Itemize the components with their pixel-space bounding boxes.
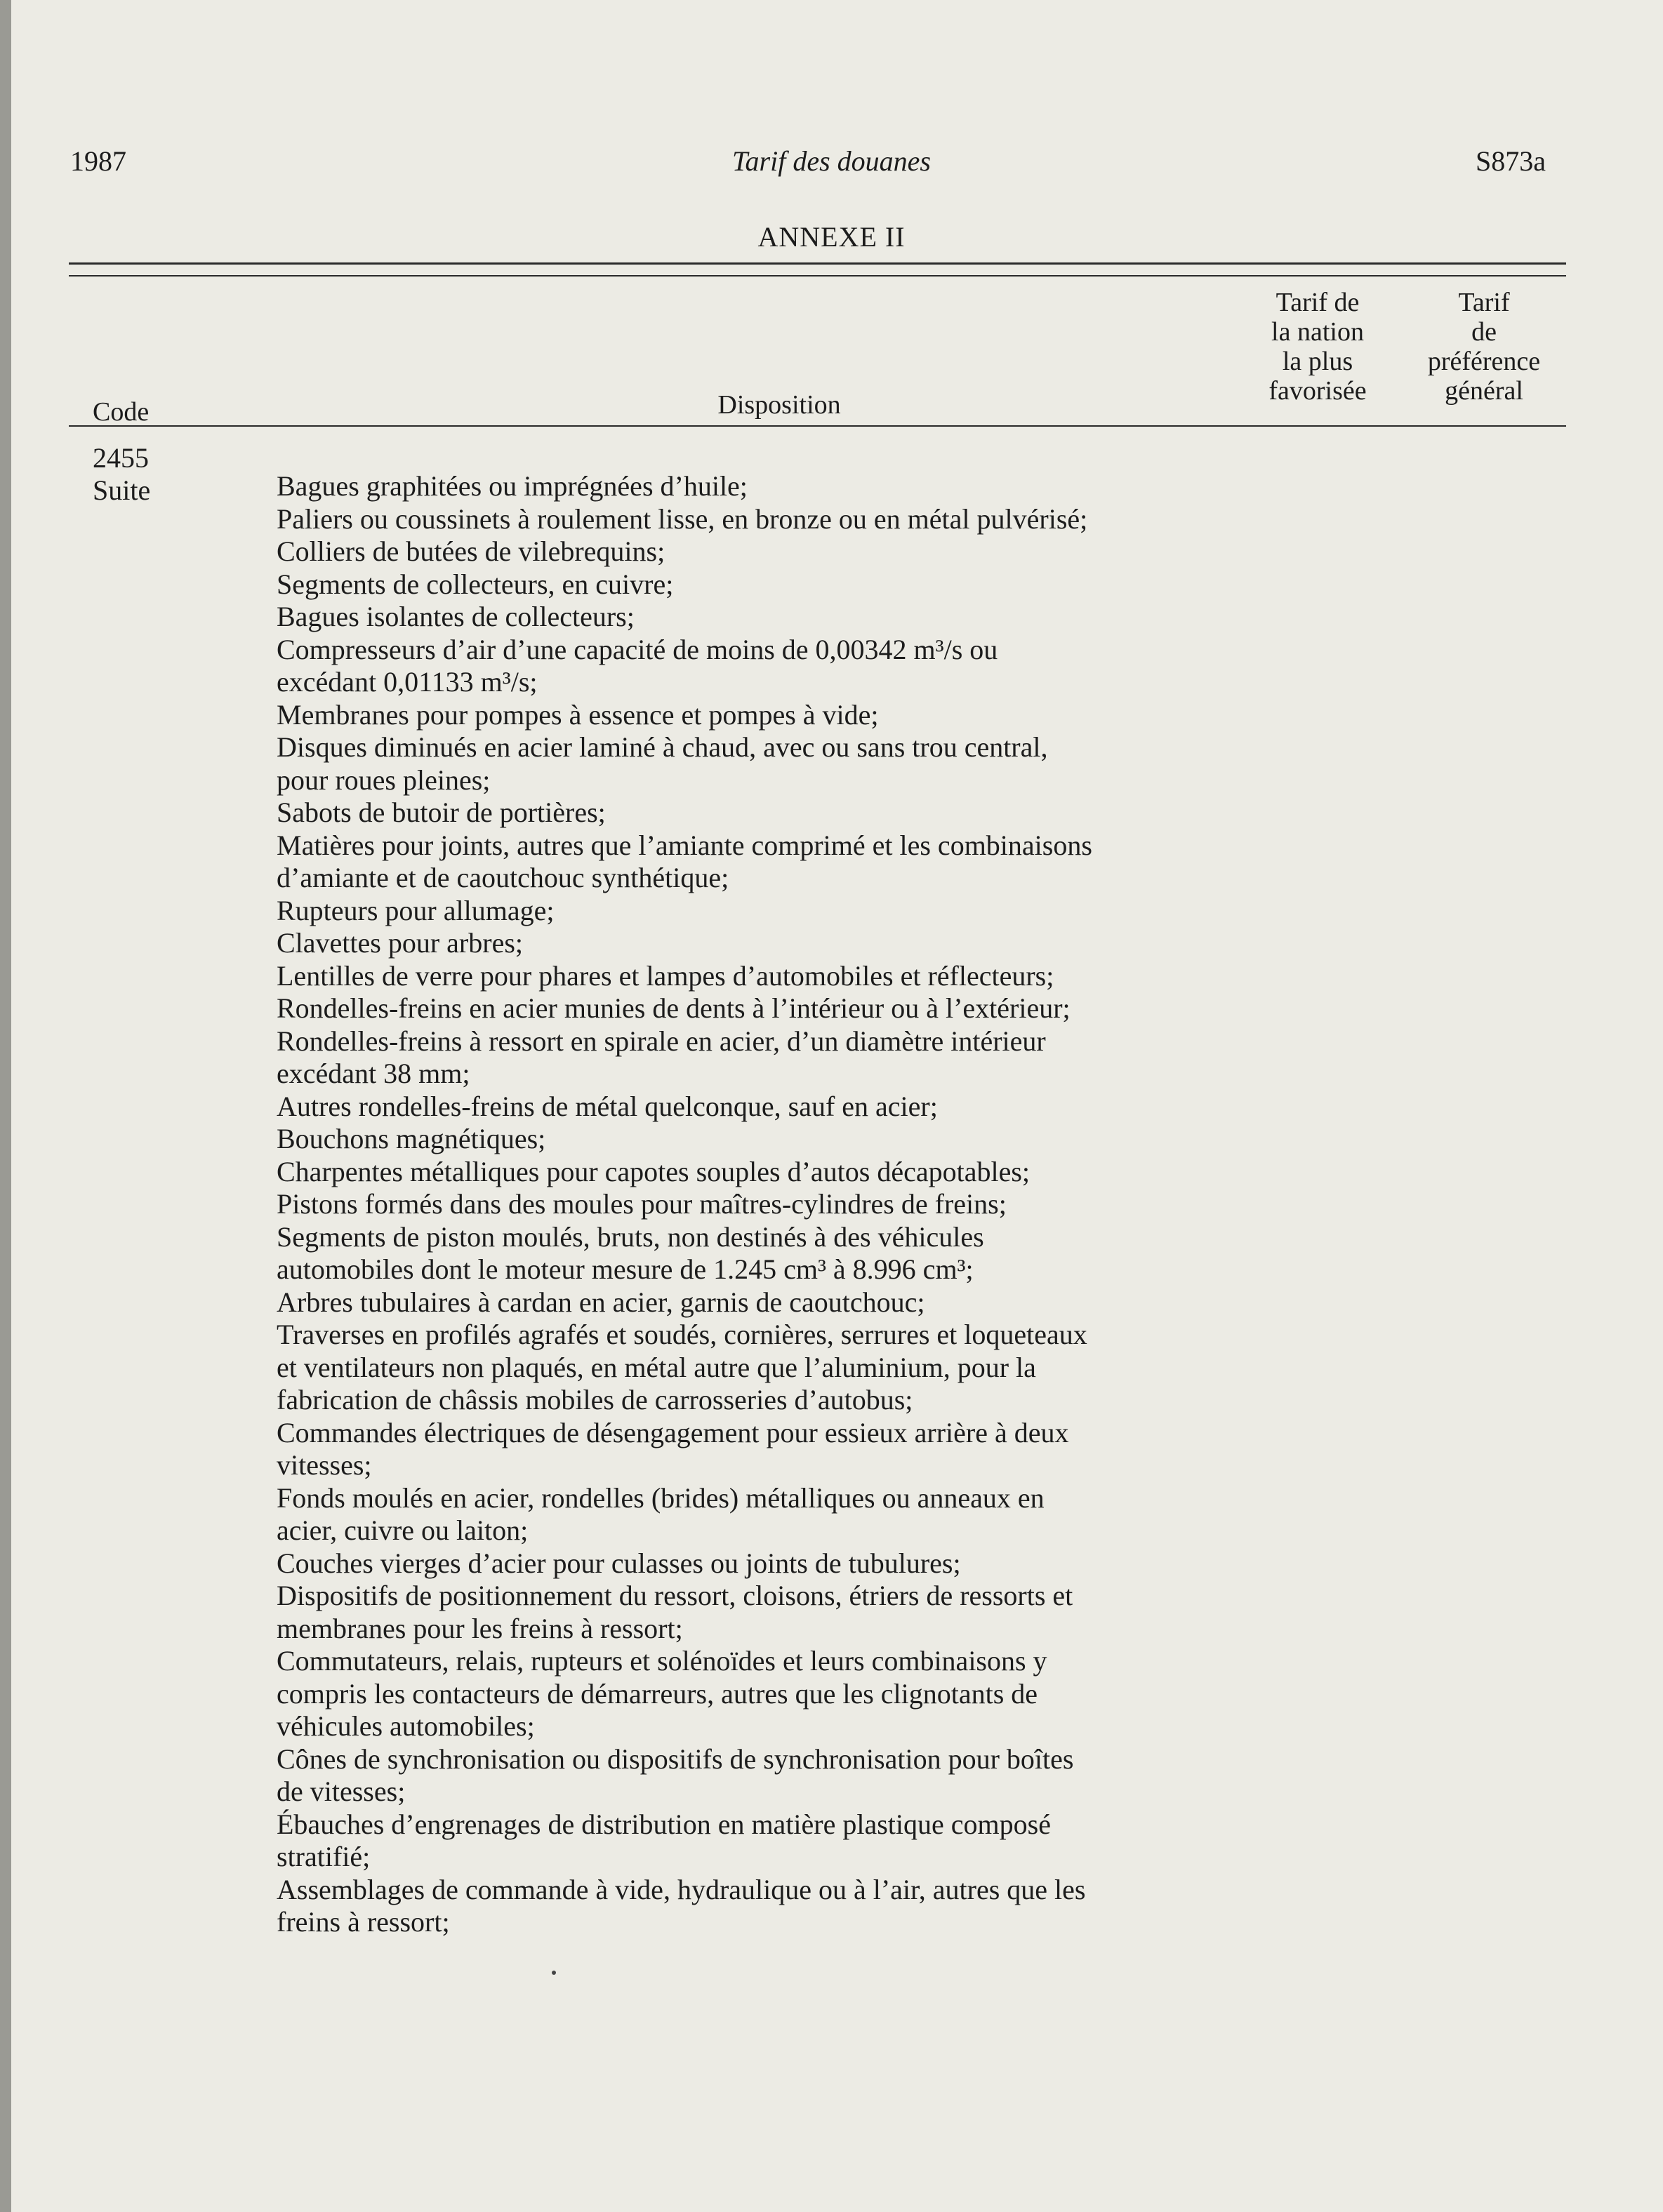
- disposition-item-line: Pistons formés dans des moules pour maîtres-cylindres de freins;: [277, 1188, 1007, 1220]
- tariff-code-cell: [93, 442, 150, 507]
- disposition-item-line: compris les contacteurs de démarreurs, autres que les clignotants de: [277, 1677, 1038, 1710]
- disposition-item: [277, 797, 1512, 830]
- disposition-item-line: d’amiante et de caoutchouc synthétique;: [277, 862, 729, 893]
- disposition-item-line: Bagues isolantes de collecteurs;: [277, 601, 635, 632]
- disposition-item-line: Charpentes métalliques pour capotes souples d’autos décapotables;: [277, 1155, 1031, 1187]
- disposition-item-line: Assemblages de commande à vide, hydraulique ou à l’air, autres que les: [277, 1873, 1086, 1905]
- disposition-item-line: Bouchons magnétiques;: [277, 1123, 546, 1154]
- disposition-item-line: Segments de collecteurs, en cuivre;: [277, 568, 674, 600]
- disposition-item-line: Bagues graphitées ou imprégnées d’huile;: [277, 470, 748, 502]
- disposition-item-line: Couches vierges d’acier pour culasses ou joints de tubulures;: [277, 1547, 961, 1579]
- disposition-item: [277, 960, 1512, 993]
- schedule-title: ANNEXE II: [757, 221, 906, 253]
- disposition-item-line: pour roues pleines;: [277, 764, 491, 796]
- disposition-item: [277, 699, 1512, 732]
- column-header-mfn-tariff: [1237, 288, 1398, 406]
- disposition-item: [277, 503, 1512, 536]
- disposition-item-line: Membranes pour pompes à essence et pompes à vide;: [277, 698, 879, 731]
- column-header-mfn-line: la nation: [1271, 317, 1364, 347]
- disposition-item-line: Dispositifs de positionnement du ressort, cloisons, étriers de ressorts et: [277, 1580, 1073, 1611]
- disposition-item-line: Rupteurs pour allumage;: [277, 894, 555, 926]
- disposition-item: [277, 634, 1512, 699]
- disposition-item-line: Arbres tubulaires à cardan en acier, garnis de caoutchouc;: [277, 1286, 925, 1318]
- column-header-gpt-line: général: [1445, 376, 1523, 406]
- disposition-item-line: stratifié;: [277, 1841, 371, 1872]
- disposition-item-line: Paliers ou coussinets à roulement lisse, en bronze ou en métal pulvérisé;: [277, 502, 1088, 535]
- tariff-code: 2455: [93, 442, 149, 474]
- column-header-disposition: Disposition: [717, 390, 841, 420]
- column-header-gpt-tariff: [1400, 288, 1568, 406]
- disposition-item-line: acier, cuivre ou laiton;: [277, 1514, 529, 1546]
- disposition-item: [277, 1874, 1512, 1939]
- disposition-item: [277, 601, 1512, 634]
- disposition-item-line: Clavettes pour arbres;: [277, 927, 523, 959]
- disposition-item: [277, 1417, 1512, 1482]
- disposition-item-line: automobiles dont le moteur mesure de 1.245 cm³ à 8.996 cm³;: [277, 1253, 974, 1285]
- disposition-item-line: Sabots de butoir de portières;: [277, 797, 606, 828]
- disposition-item: [277, 927, 1512, 960]
- page-number: S873a: [1476, 145, 1546, 177]
- disposition-item-line: de vitesses;: [277, 1775, 406, 1807]
- disposition-item: [277, 568, 1512, 601]
- disposition-item: [277, 470, 1512, 503]
- disposition-item: [277, 1580, 1512, 1645]
- page-binding-edge: [0, 0, 11, 2212]
- disposition-item-line: Commandes électriques de désengagement pour essieux arrière à deux: [277, 1416, 1069, 1448]
- running-title: Tarif des douanes: [731, 145, 931, 177]
- disposition-item-line: Matières pour joints, autres que l’amiante comprimé et les combinaisons: [277, 829, 1092, 861]
- column-header-gpt-line: Tarif: [1458, 288, 1510, 317]
- disposition-item-line: excédant 0,01133 m³/s;: [277, 666, 538, 698]
- disposition-item-line: excédant 38 mm;: [277, 1058, 470, 1089]
- disposition-item-line: Disques diminués en acier laminé à chaud, avec ou sans trou central,: [277, 731, 1048, 763]
- disposition-item-line: membranes pour les freins à ressort;: [277, 1612, 683, 1644]
- column-header-gpt-line: de: [1471, 317, 1497, 347]
- column-header-gpt-line: préférence: [1427, 347, 1541, 376]
- page-year: 1987: [70, 145, 126, 177]
- disposition-item-line: Segments de piston moulés, bruts, non destinés à des véhicules: [277, 1220, 984, 1253]
- disposition-item-line: fabrication de châssis mobiles de carrosseries d’autobus;: [277, 1384, 913, 1415]
- disposition-item: [277, 992, 1512, 1025]
- disposition-item-line: Rondelles-freins en acier munies de dents à l’intérieur ou à l’extérieur;: [277, 992, 1071, 1024]
- disposition-item: [277, 1123, 1512, 1156]
- disposition-item-line: Colliers de butées de vilebrequins;: [277, 535, 665, 567]
- disposition-item: [277, 1286, 1512, 1319]
- disposition-item-line: Lentilles de verre pour phares et lampes d’automobiles et réflecteurs;: [277, 959, 1054, 992]
- disposition-list: [277, 470, 1512, 1939]
- table-header-rule: [69, 425, 1566, 427]
- disposition-item-line: Autres rondelles-freins de métal quelconque, sauf en acier;: [277, 1090, 938, 1122]
- disposition-item: [277, 1482, 1512, 1547]
- disposition-item: [277, 535, 1512, 568]
- table-top-rule: [69, 262, 1566, 265]
- disposition-item: [277, 1645, 1512, 1743]
- column-header-mfn-line: Tarif de: [1276, 288, 1360, 317]
- disposition-item-line: Rondelles-freins à ressort en spirale en acier, d’un diamètre intérieur: [277, 1025, 1046, 1057]
- disposition-item: [277, 1221, 1512, 1286]
- disposition-item-line: Traverses en profilés agrafés et soudés, cornières, serrures et loqueteaux: [277, 1319, 1087, 1350]
- disposition-item: [277, 1025, 1512, 1091]
- disposition-item: [277, 1743, 1512, 1808]
- disposition-item: [277, 731, 1512, 797]
- disposition-item-line: freins à ressort;: [277, 1906, 450, 1938]
- disposition-item-line: et ventilateurs non plaqués, en métal autre que l’aluminium, pour la: [277, 1351, 1036, 1383]
- disposition-item-line: Commutateurs, relais, rupteurs et solénoïdes et leurs combinaisons y: [277, 1645, 1047, 1677]
- disposition-item: [277, 1156, 1512, 1189]
- tariff-code-continuation: Suite: [93, 474, 151, 506]
- column-header-code: Code: [93, 397, 150, 427]
- disposition-item: [277, 1808, 1512, 1874]
- disposition-item-line: Ébauches d’engrenages de distribution en matière plastique composé: [277, 1808, 1051, 1840]
- disposition-item-line: Fonds moulés en acier, rondelles (brides) métalliques ou anneaux en: [277, 1481, 1045, 1514]
- disposition-item: [277, 1188, 1512, 1221]
- disposition-item-line: vitesses;: [277, 1449, 372, 1481]
- column-header-mfn-line: favorisée: [1268, 376, 1367, 406]
- disposition-item: [277, 1547, 1512, 1580]
- print-speck: [552, 1971, 556, 1975]
- disposition-item-line: Compresseurs d’air d’une capacité de moins de 0,00342 m³/s ou: [277, 633, 998, 665]
- disposition-item: [277, 1091, 1512, 1124]
- disposition-item: [277, 1319, 1512, 1417]
- disposition-item-line: véhicules automobiles;: [277, 1710, 535, 1742]
- column-header-mfn-line: la plus: [1282, 347, 1353, 376]
- disposition-item-line: Cônes de synchronisation ou dispositifs de synchronisation pour boîtes: [277, 1743, 1074, 1775]
- disposition-item: [277, 895, 1512, 928]
- table-top-rule-inner: [69, 275, 1566, 276]
- disposition-item: [277, 830, 1512, 895]
